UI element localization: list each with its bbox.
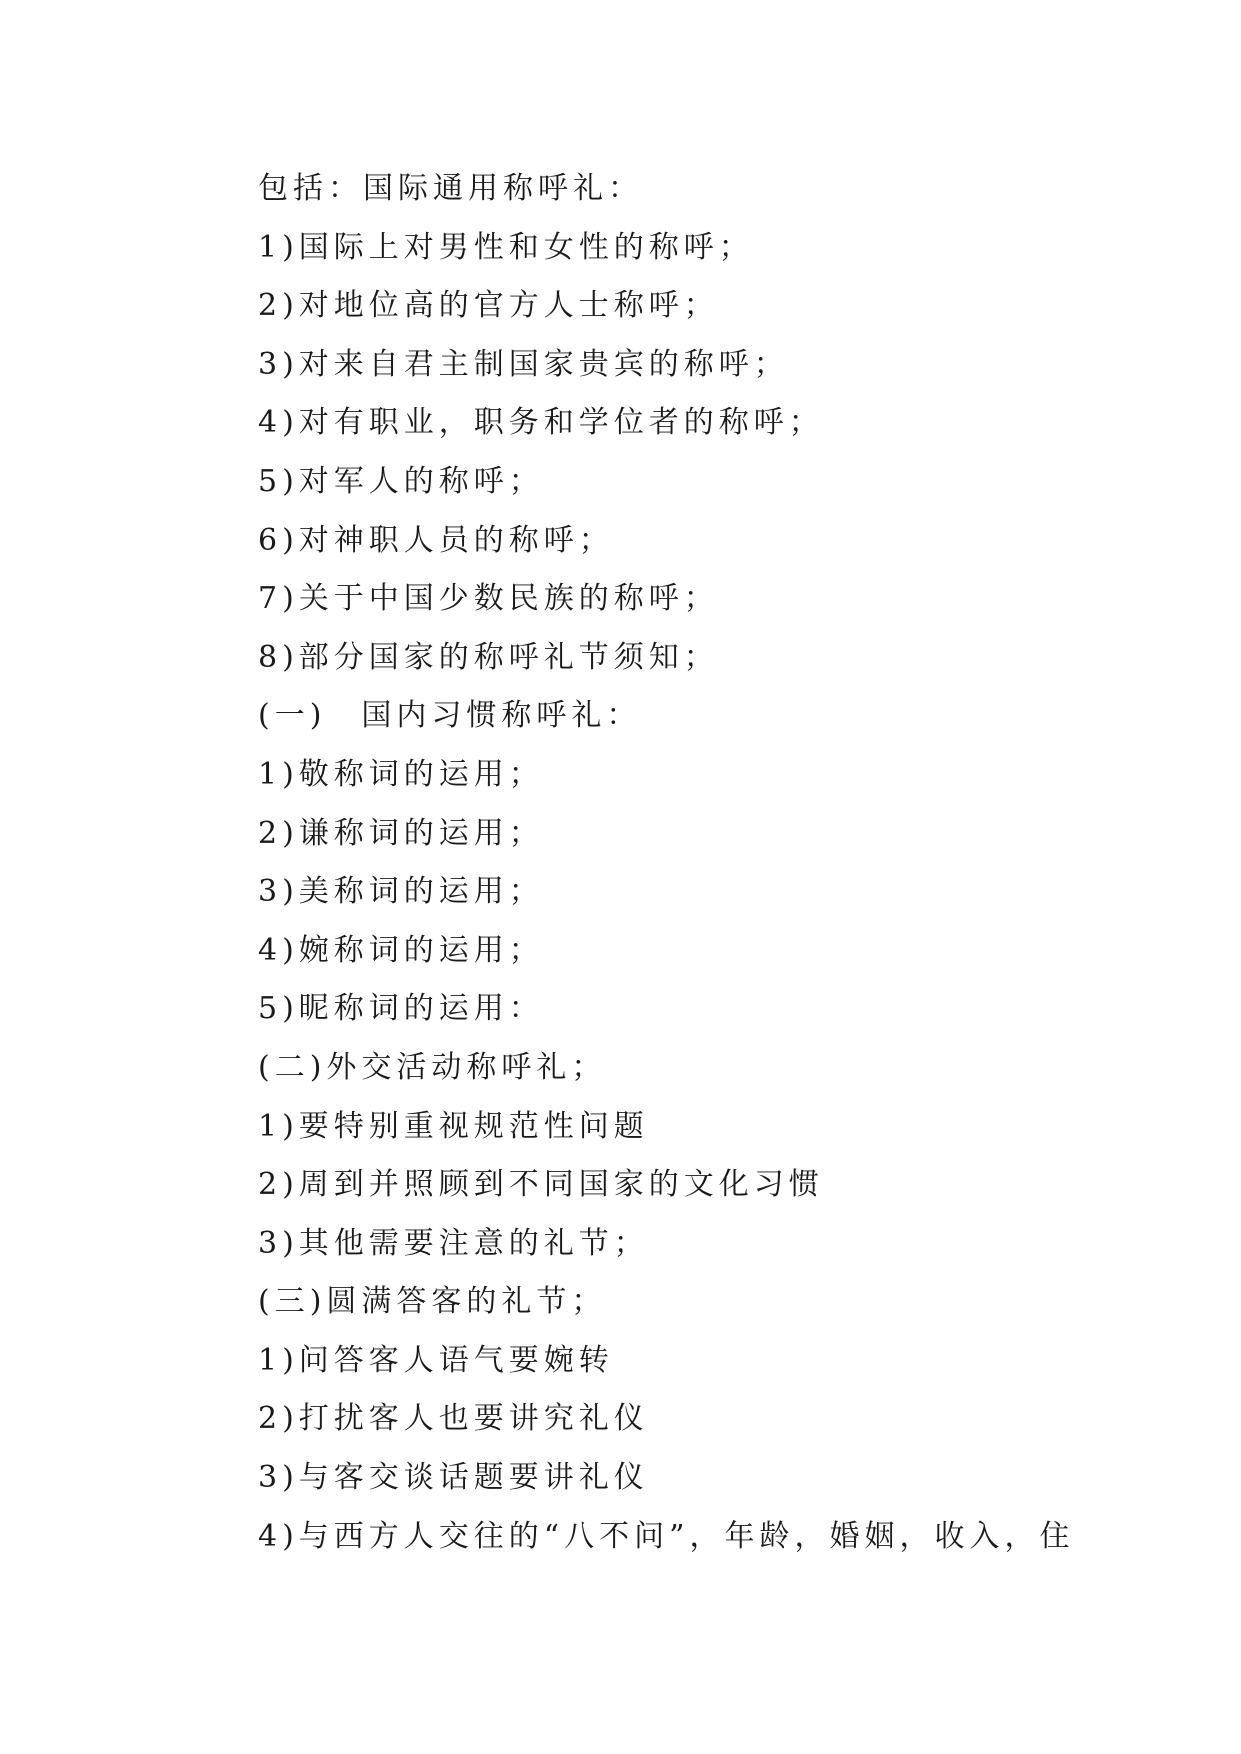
text-line: 3)与客交谈话题要讲礼仪 xyxy=(258,1460,649,1496)
text-line: 包括：国际通用称呼礼： xyxy=(258,171,643,206)
text-line: 8)部分国家的称呼礼节须知； xyxy=(258,639,719,675)
section-heading: (三)圆满答客的礼节； xyxy=(258,1284,607,1320)
text-line: 5)昵称词的运用： xyxy=(258,991,544,1027)
text-line: 2)对地位高的官方人士称呼； xyxy=(258,288,719,324)
text-line: 4)婉称词的运用； xyxy=(258,932,544,968)
text-line: 4)与西方人交往的“八不问”，年龄，婚姻，收入，住 xyxy=(258,1518,1075,1554)
text-line: 5)对军人的称呼； xyxy=(258,463,544,499)
text-line: 2)周到并照顾到不同国家的文化习惯 xyxy=(258,1167,824,1203)
section-heading: (二)外交活动称呼礼； xyxy=(258,1049,607,1085)
text-line: 3)美称词的运用； xyxy=(258,874,544,910)
text-line: 6)对神职人员的称呼； xyxy=(258,522,614,558)
text-line: 1)国际上对男性和女性的称呼； xyxy=(258,229,754,265)
document-body xyxy=(258,160,1158,1566)
text-line: 4)对有职业，职务和学位者的称呼； xyxy=(258,405,824,441)
section-heading: (一) 国内习惯称呼礼： xyxy=(258,698,642,734)
text-line: 7)关于中国少数民族的称呼； xyxy=(258,581,719,617)
text-line: 2)打扰客人也要讲究礼仪 xyxy=(258,1401,649,1437)
text-line: 1)要特别重视规范性问题 xyxy=(258,1108,649,1144)
text-line: 3)对来自君主制国家贵宾的称呼； xyxy=(258,346,789,382)
text-line: 1)敬称词的运用； xyxy=(258,756,544,792)
text-line: 2)谦称词的运用； xyxy=(258,815,544,851)
text-line: 3)其他需要注意的礼节； xyxy=(258,1225,649,1261)
text-line: 1)问答客人语气要婉转 xyxy=(258,1342,614,1378)
